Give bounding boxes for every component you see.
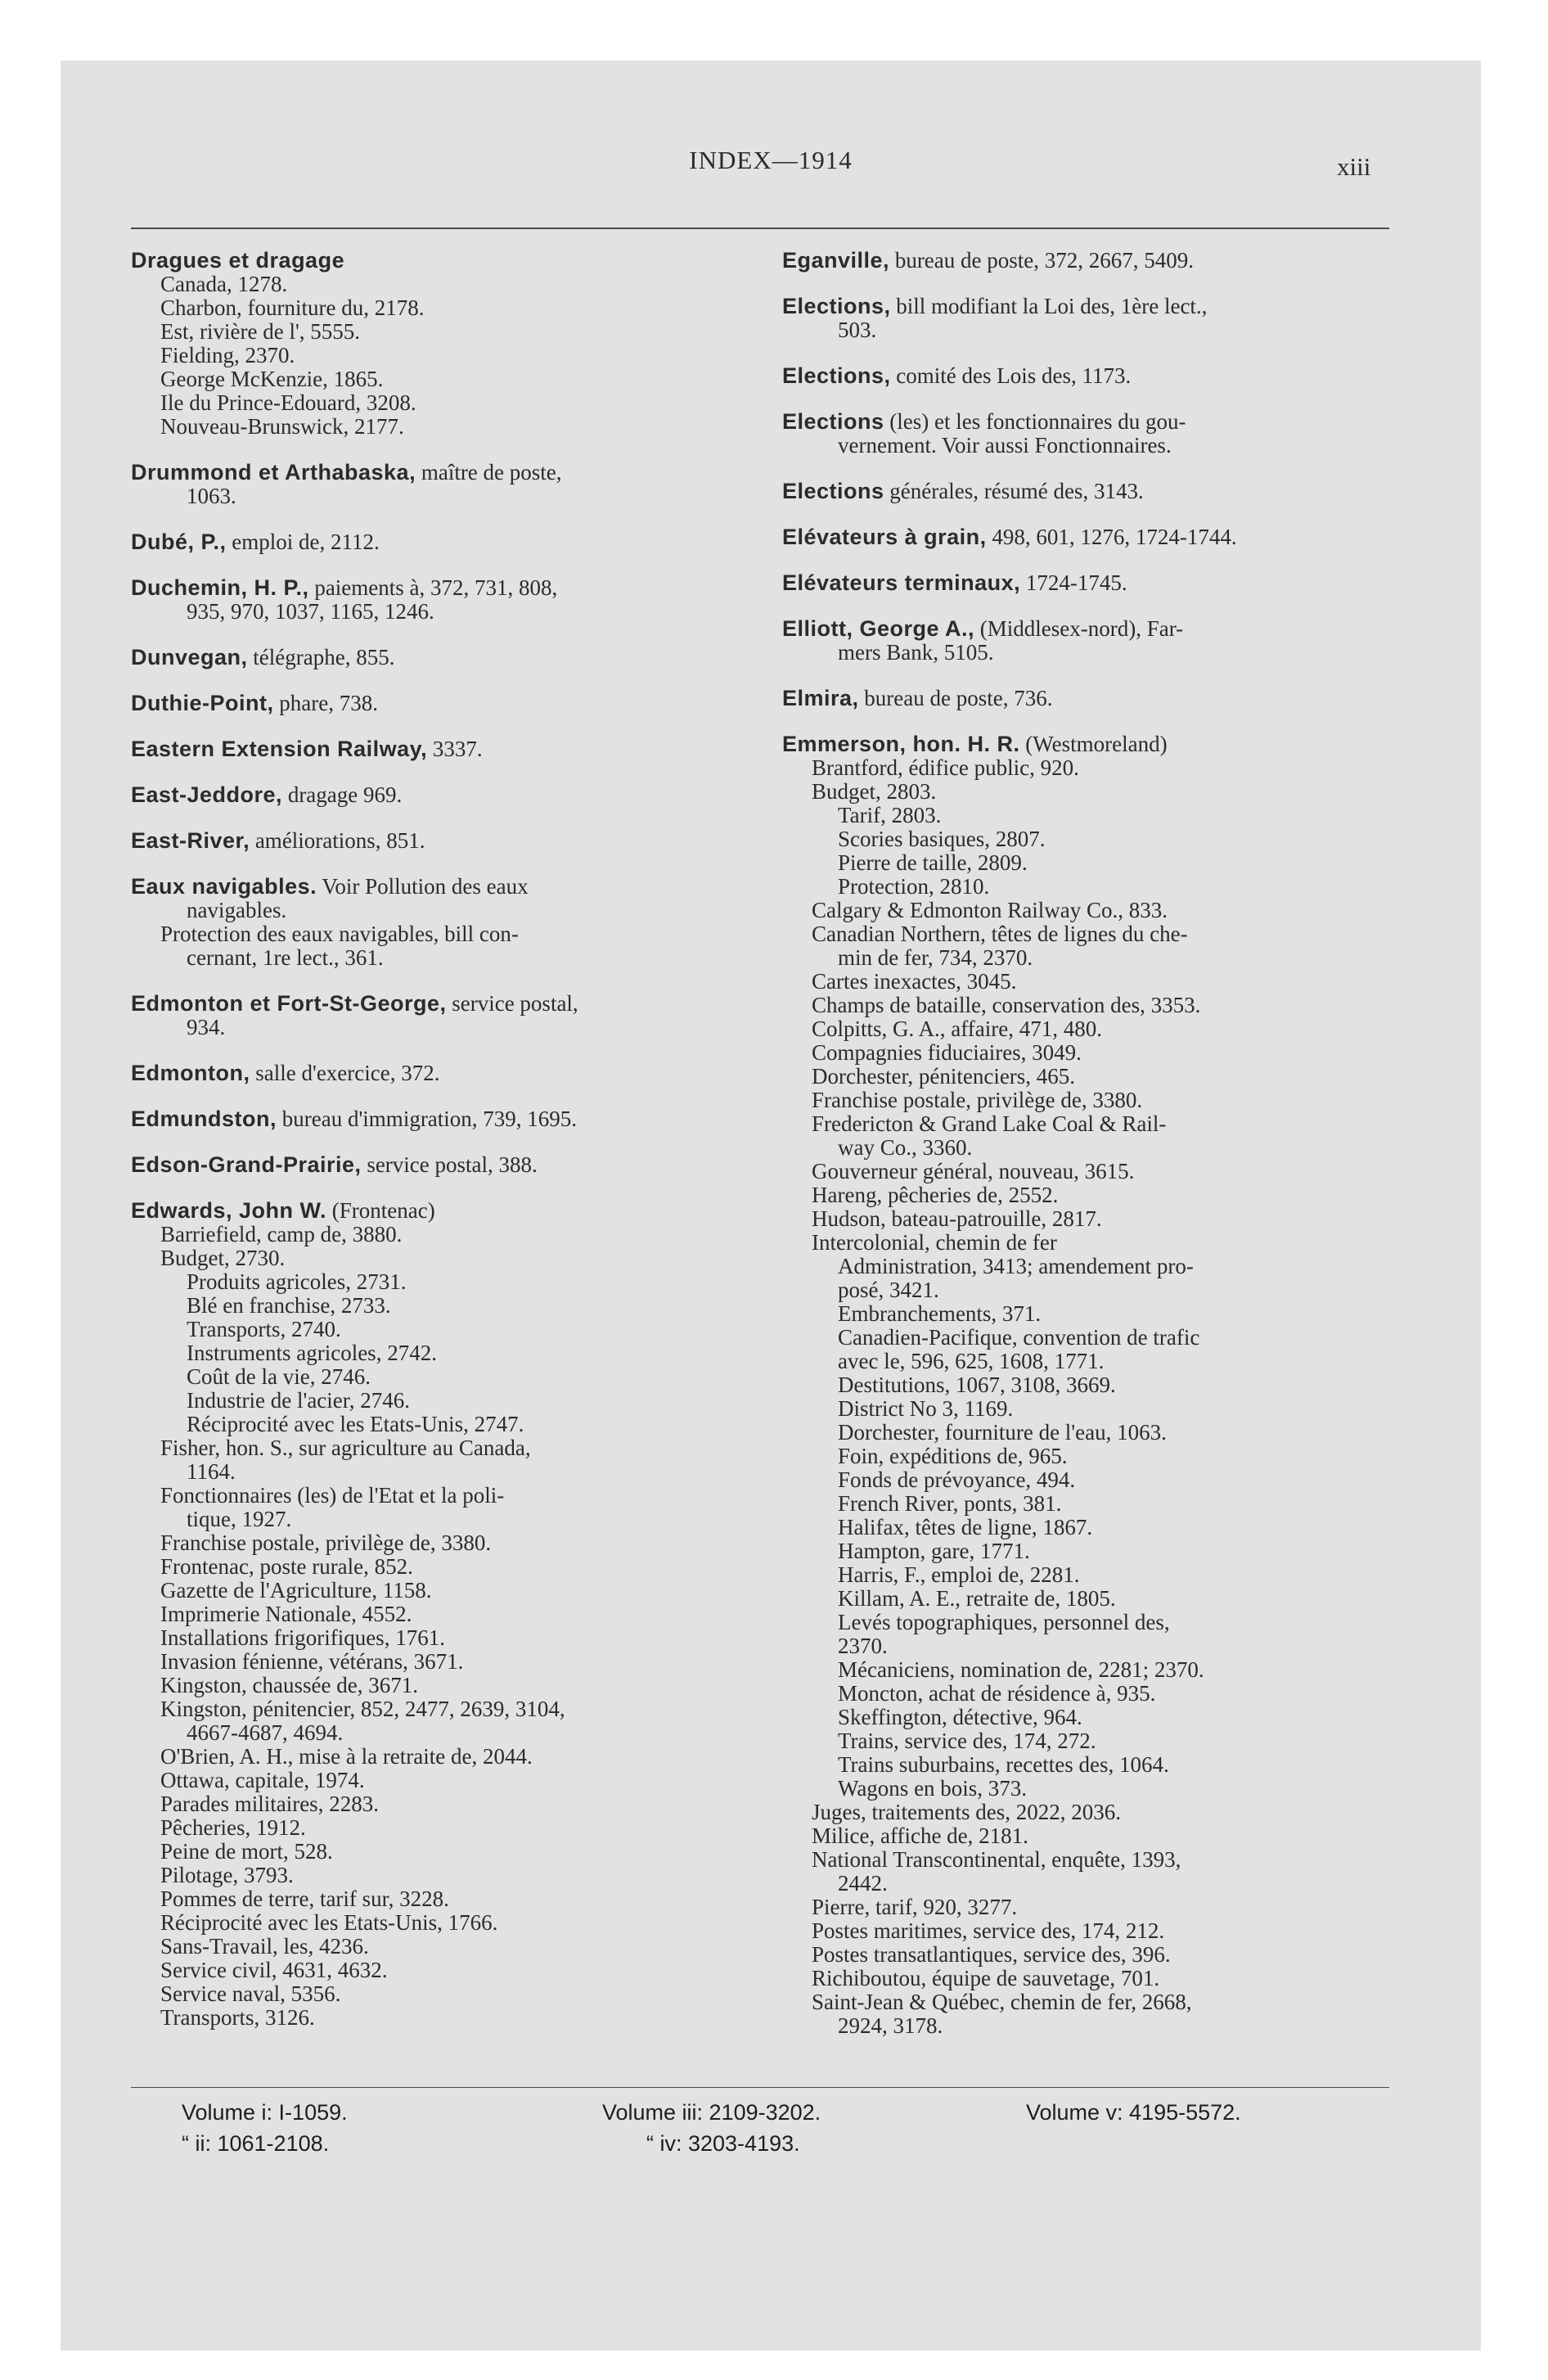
entry-subline: Dorchester, fourniture de l'eau, 1063. xyxy=(838,1420,1167,1445)
entry-subline: Juges, traitements des, 2022, 2036. xyxy=(812,1800,1121,1824)
entry-subline: Embranchements, 371. xyxy=(838,1301,1042,1326)
entry-heading-line xyxy=(782,249,1389,273)
entry-headword: Dunvegan, xyxy=(131,645,248,669)
entry-subline: Dorchester, pénitenciers, 465. xyxy=(812,1064,1076,1089)
index-entry xyxy=(131,1062,741,1085)
entry-subline: Fonctionnaires (les) de l'Etat et la poli- xyxy=(160,1483,505,1508)
entry-subline: Réciprocité avec les Etats-Unis, 1766. xyxy=(160,1910,498,1935)
entry-subline: Service naval, 5356. xyxy=(160,1981,341,2006)
entry-subline: Invasion fénienne, vétérans, 3671. xyxy=(160,1649,464,1674)
index-entry xyxy=(782,364,1389,388)
entry-subline: vernement. Voir aussi Fonctionnaires. xyxy=(838,433,1172,458)
entry-subline: Gouverneur général, nouveau, 3615. xyxy=(812,1159,1135,1183)
entry-heading-line xyxy=(131,692,741,715)
entry-description: Voir Pollution des eaux xyxy=(317,874,529,899)
entry-subline: Foin, expéditions de, 965. xyxy=(838,1444,1068,1468)
entry-headword: Edwards, John W. xyxy=(131,1198,327,1223)
entry-headword: Elévateurs à grain, xyxy=(782,525,987,549)
entry-subline: Colpitts, G. A., affaire, 471, 480. xyxy=(812,1016,1102,1041)
entry-subline: Protection des eaux navigables, bill con- xyxy=(160,922,519,946)
entry-description: emploi de, 2112. xyxy=(226,530,380,554)
entry-subline: cernant, 1re lect., 361. xyxy=(187,945,384,970)
entry-subline: Budget, 2730. xyxy=(160,1246,286,1270)
index-entry xyxy=(782,480,1389,503)
entry-subline: Ottawa, capitale, 1974. xyxy=(160,1768,365,1792)
entry-description: bureau d'immigration, 739, 1695. xyxy=(276,1107,578,1131)
entry-description: (Middlesex-nord), Far- xyxy=(974,616,1184,641)
entry-subline: Service civil, 4631, 4632. xyxy=(160,1958,388,1982)
entry-subline: Hudson, bateau-patrouille, 2817. xyxy=(812,1206,1102,1231)
entry-headword: Elmira, xyxy=(782,686,859,710)
entry-subline: mers Bank, 5105. xyxy=(838,640,994,665)
entry-heading-line xyxy=(782,295,1389,318)
entry-subline: Kingston, chaussée de, 3671. xyxy=(160,1673,418,1697)
entry-subline: Fredericton & Grand Lake Coal & Rail- xyxy=(812,1111,1167,1136)
index-entry xyxy=(131,1107,741,1131)
index-entry xyxy=(131,829,741,853)
entry-heading-line xyxy=(131,783,741,807)
entry-headword: Duchemin, H. P., xyxy=(131,575,309,600)
entry-subline: National Transcontinental, enquête, 1393, xyxy=(812,1847,1181,1872)
index-entry xyxy=(782,525,1389,549)
right-column xyxy=(782,249,1389,2060)
entry-subline: 2924, 3178. xyxy=(838,2013,943,2038)
entry-headword: Edson-Grand-Prairie, xyxy=(131,1152,362,1177)
entry-heading-line xyxy=(782,410,1389,434)
entry-subline: Compagnies fiduciaires, 3049. xyxy=(812,1040,1082,1065)
entry-description: 3337. xyxy=(427,737,483,761)
entry-subline: Fisher, hon. S., sur agriculture au Canada, xyxy=(160,1436,531,1460)
entry-subline: French River, ponts, 381. xyxy=(838,1491,1062,1516)
entry-subline: Industrie de l'acier, 2746. xyxy=(187,1388,410,1413)
entry-subline: Canadien-Pacifique, convention de trafic xyxy=(838,1325,1200,1350)
entry-subline: 935, 970, 1037, 1165, 1246. xyxy=(187,599,434,624)
index-entry xyxy=(131,692,741,715)
entry-headword: Eastern Extension Railway, xyxy=(131,737,428,761)
entry-headword: Elévateurs terminaux, xyxy=(782,570,1021,595)
index-entry xyxy=(782,571,1389,595)
index-entry xyxy=(131,992,741,1039)
entry-subline: Canadian Northern, têtes de lignes du che- xyxy=(812,922,1188,946)
entry-subline: Hampton, gare, 1771. xyxy=(838,1539,1030,1563)
running-title: INDEX—1914 xyxy=(689,146,853,174)
entry-subline: Parades militaires, 2283. xyxy=(160,1792,379,1816)
entry-subline: Harris, F., emploi de, 2281. xyxy=(838,1562,1080,1587)
entry-heading-line xyxy=(131,875,741,899)
entry-heading-line xyxy=(782,525,1389,549)
entry-description: 498, 601, 1276, 1724-1744. xyxy=(986,525,1237,549)
entry-description: télégraphe, 855. xyxy=(247,645,395,669)
entry-subline: Postes maritimes, service des, 174, 212. xyxy=(812,1918,1165,1943)
entry-subline: Blé en franchise, 2733. xyxy=(187,1293,391,1318)
index-entry xyxy=(131,1199,741,2030)
index-entry xyxy=(131,737,741,761)
index-entry xyxy=(131,646,741,669)
entry-heading-line xyxy=(782,617,1389,641)
footer-rule xyxy=(131,2087,1389,2088)
entry-subline: 2370. xyxy=(838,1634,888,1658)
entry-subline: Champs de bataille, conservation des, 3353. xyxy=(812,993,1201,1017)
entry-description: bill modifiant la Loi des, 1ère lect., xyxy=(890,294,1208,318)
entry-subline: Skeffington, détective, 964. xyxy=(838,1705,1082,1729)
entry-subline: Pilotage, 3793. xyxy=(160,1863,294,1887)
entry-heading-line xyxy=(782,687,1389,710)
left-column xyxy=(131,249,741,2052)
entry-subline: Instruments agricoles, 2742. xyxy=(187,1341,437,1365)
index-entry xyxy=(131,783,741,807)
entry-subline: Nouveau-Brunswick, 2177. xyxy=(160,414,404,439)
entry-subline: Wagons en bois, 373. xyxy=(838,1776,1028,1801)
entry-subline: Protection, 2810. xyxy=(838,874,990,899)
entry-subline: Canada, 1278. xyxy=(160,272,288,296)
entry-description: dragage 969. xyxy=(282,782,403,807)
entry-description: (les) et les fonctionnaires du gou- xyxy=(884,409,1186,434)
entry-description: phare, 738. xyxy=(273,691,378,715)
entry-subline: Sans-Travail, les, 4236. xyxy=(160,1934,369,1959)
entry-subline: Pierre, tarif, 920, 3277. xyxy=(812,1895,1018,1919)
entry-headword: East-River, xyxy=(131,828,250,853)
entry-description: maître de poste, xyxy=(416,460,562,485)
entry-subline: posé, 3421. xyxy=(838,1278,939,1302)
entry-subline: Réciprocité avec les Etats-Unis, 2747. xyxy=(187,1412,524,1436)
entry-subline: Frontenac, poste rurale, 852. xyxy=(160,1554,413,1579)
volume-iv-range: “ iv: 3203-4193. xyxy=(646,2131,800,2156)
index-entry xyxy=(782,410,1389,458)
entry-subline: Kingston, pénitencier, 852, 2477, 2639, 3104, xyxy=(160,1697,565,1721)
entry-heading-line xyxy=(131,737,741,761)
entry-subline: Cartes inexactes, 3045. xyxy=(812,969,1017,994)
entry-subline: Barriefield, camp de, 3880. xyxy=(160,1222,403,1246)
entry-heading-line xyxy=(131,1062,741,1085)
entry-subline: Pommes de terre, tarif sur, 3228. xyxy=(160,1886,449,1911)
entry-subline: Produits agricoles, 2731. xyxy=(187,1269,407,1294)
entry-subline: 503. xyxy=(838,318,877,342)
entry-subline: Saint-Jean & Québec, chemin de fer, 2668, xyxy=(812,1990,1192,2014)
entry-subline: Killam, A. E., retraite de, 1805. xyxy=(838,1586,1116,1611)
entry-heading-line xyxy=(131,249,741,273)
index-entry xyxy=(131,875,741,970)
entry-subline: Transports, 3126. xyxy=(160,2005,315,2030)
entry-headword: Drummond et Arthabaska, xyxy=(131,460,416,485)
index-entry xyxy=(782,732,1389,2038)
entry-headword: Emmerson, hon. H. R. xyxy=(782,732,1020,756)
entry-subline: 4667-4687, 4694. xyxy=(187,1720,344,1745)
entry-heading-line xyxy=(131,829,741,853)
entry-subline: Milice, affiche de, 2181. xyxy=(812,1823,1028,1848)
entry-subline: avec le, 596, 625, 1608, 1771. xyxy=(838,1349,1105,1373)
entry-subline: Fielding, 2370. xyxy=(160,343,295,367)
entry-subline: min de fer, 734, 2370. xyxy=(838,945,1033,970)
entry-subline: George McKenzie, 1865. xyxy=(160,367,384,391)
entry-subline: Budget, 2803. xyxy=(812,779,937,804)
entry-subline: Hareng, pêcheries de, 2552. xyxy=(812,1183,1059,1207)
entry-subline: navigables. xyxy=(187,898,287,922)
entry-heading-line xyxy=(782,480,1389,503)
entry-subline: Administration, 3413; amendement pro- xyxy=(838,1254,1194,1278)
entry-subline: Gazette de l'Agriculture, 1158. xyxy=(160,1578,432,1602)
volume-v-range: Volume v: 4195-5572. xyxy=(1026,2100,1241,2125)
entry-subline: Peine de mort, 528. xyxy=(160,1839,333,1864)
entry-subline: Brantford, édifice public, 920. xyxy=(812,755,1079,780)
entry-subline: Transports, 2740. xyxy=(187,1317,341,1341)
entry-description: salle d'exercice, 372. xyxy=(250,1061,440,1085)
entry-subline: Halifax, têtes de ligne, 1867. xyxy=(838,1515,1093,1539)
entry-subline: way Co., 3360. xyxy=(838,1135,973,1160)
entry-heading-line xyxy=(782,364,1389,388)
entry-heading-line xyxy=(131,1199,741,1223)
entry-heading-line xyxy=(131,530,741,554)
entry-subline: Trains, service des, 174, 272. xyxy=(838,1729,1096,1753)
entry-subline: Franchise postale, privilège de, 3380. xyxy=(160,1530,492,1555)
entry-subline: Pierre de taille, 2809. xyxy=(838,850,1028,875)
entry-subline: Installations frigorifiques, 1761. xyxy=(160,1625,445,1650)
index-entry xyxy=(782,295,1389,342)
entry-subline: 2442. xyxy=(838,1871,888,1895)
entry-heading-line xyxy=(131,646,741,669)
entry-headword: Elections, xyxy=(782,363,891,388)
volume-iii-range: Volume iii: 2109-3202. xyxy=(602,2100,821,2125)
entry-subline: Charbon, fourniture du, 2178. xyxy=(160,295,425,320)
entry-description: bureau de poste, 372, 2667, 5409. xyxy=(889,248,1194,273)
entry-headword: Edmonton et Fort-St-George, xyxy=(131,991,447,1016)
entry-heading-line xyxy=(782,571,1389,595)
entry-headword: East-Jeddore, xyxy=(131,782,283,807)
entry-headword: Dragues et dragage xyxy=(131,248,345,273)
entry-description: paiements à, 372, 731, 808, xyxy=(308,575,558,600)
entry-description: comité des Lois des, 1173. xyxy=(890,363,1132,388)
entry-subline: Ile du Prince-Edouard, 3208. xyxy=(160,390,416,415)
entry-heading-line xyxy=(131,992,741,1016)
entry-subline: Richiboutou, équipe de sauvetage, 701. xyxy=(812,1966,1160,1990)
entry-subline: Tarif, 2803. xyxy=(838,803,942,827)
entry-headword: Eganville, xyxy=(782,248,890,273)
entry-heading-line xyxy=(131,1153,741,1177)
entry-subline: District No 3, 1169. xyxy=(838,1396,1014,1421)
entry-subline: 1164. xyxy=(187,1459,236,1484)
entry-description: améliorations, 851. xyxy=(250,828,425,853)
entry-headword: Elections xyxy=(782,409,884,434)
entry-subline: Postes transatlantiques, service des, 396. xyxy=(812,1942,1171,1967)
page-header xyxy=(61,146,1481,181)
entry-subline: Imprimerie Nationale, 4552. xyxy=(160,1602,412,1626)
entry-subline: Moncton, achat de résidence à, 935. xyxy=(838,1681,1156,1706)
entry-headword: Eaux navigables. xyxy=(131,874,317,899)
entry-description: service postal, 388. xyxy=(361,1152,538,1177)
entry-description: (Westmoreland) xyxy=(1019,732,1168,756)
entry-heading-line xyxy=(131,461,741,485)
volume-ii-range: “ ii: 1061-2108. xyxy=(182,2131,330,2156)
entry-subline: Coût de la vie, 2746. xyxy=(187,1364,371,1389)
entry-description: bureau de poste, 736. xyxy=(858,686,1053,710)
entry-description: 1724-1745. xyxy=(1020,570,1127,595)
index-entry xyxy=(131,530,741,554)
index-entry xyxy=(782,617,1389,665)
entry-heading-line xyxy=(131,576,741,600)
index-entry xyxy=(131,576,741,624)
entry-subline: Mécaniciens, nomination de, 2281; 2370. xyxy=(838,1657,1204,1682)
entry-subline: 1063. xyxy=(187,484,236,508)
entry-description: (Frontenac) xyxy=(326,1198,435,1223)
entry-subline: Franchise postale, privilège de, 3380. xyxy=(812,1088,1143,1112)
entry-headword: Edmonton, xyxy=(131,1061,250,1085)
entry-description: générales, résumé des, 3143. xyxy=(884,479,1144,503)
index-entry xyxy=(131,249,741,439)
entry-headword: Edmundston, xyxy=(131,1107,277,1131)
entry-subline: Trains suburbains, recettes des, 1064. xyxy=(838,1752,1169,1777)
entry-subline: Est, rivière de l', 5555. xyxy=(160,319,361,344)
index-entry xyxy=(782,687,1389,710)
header-rule xyxy=(131,228,1389,229)
entry-subline: Intercolonial, chemin de fer xyxy=(812,1230,1057,1255)
entry-subline: 934. xyxy=(187,1015,226,1039)
entry-subline: Scories basiques, 2807. xyxy=(838,827,1046,851)
page-number: xiii xyxy=(1337,152,1371,181)
index-entry xyxy=(131,1153,741,1177)
volume-i-range: Volume i: I-1059. xyxy=(182,2100,348,2125)
entry-headword: Dubé, P., xyxy=(131,530,227,554)
entry-subline: Pêcheries, 1912. xyxy=(160,1815,306,1840)
entry-headword: Elliott, George A., xyxy=(782,616,975,641)
entry-description: service postal, xyxy=(446,991,578,1016)
entry-subline: O'Brien, A. H., mise à la retraite de, 2044. xyxy=(160,1744,533,1769)
entry-headword: Elections, xyxy=(782,294,891,318)
index-entry xyxy=(131,461,741,508)
entry-subline: tique, 1927. xyxy=(187,1507,292,1531)
entry-subline: Destitutions, 1067, 3108, 3669. xyxy=(838,1373,1116,1397)
entry-subline: Levés topographiques, personnel des, xyxy=(838,1610,1170,1634)
entry-subline: Fonds de prévoyance, 494. xyxy=(838,1467,1076,1492)
entry-subline: Calgary & Edmonton Railway Co., 833. xyxy=(812,898,1168,922)
index-entry xyxy=(782,249,1389,273)
entry-heading-line xyxy=(131,1107,741,1131)
entry-headword: Elections xyxy=(782,479,884,503)
entry-headword: Duthie-Point, xyxy=(131,691,274,715)
entry-heading-line xyxy=(782,732,1389,756)
